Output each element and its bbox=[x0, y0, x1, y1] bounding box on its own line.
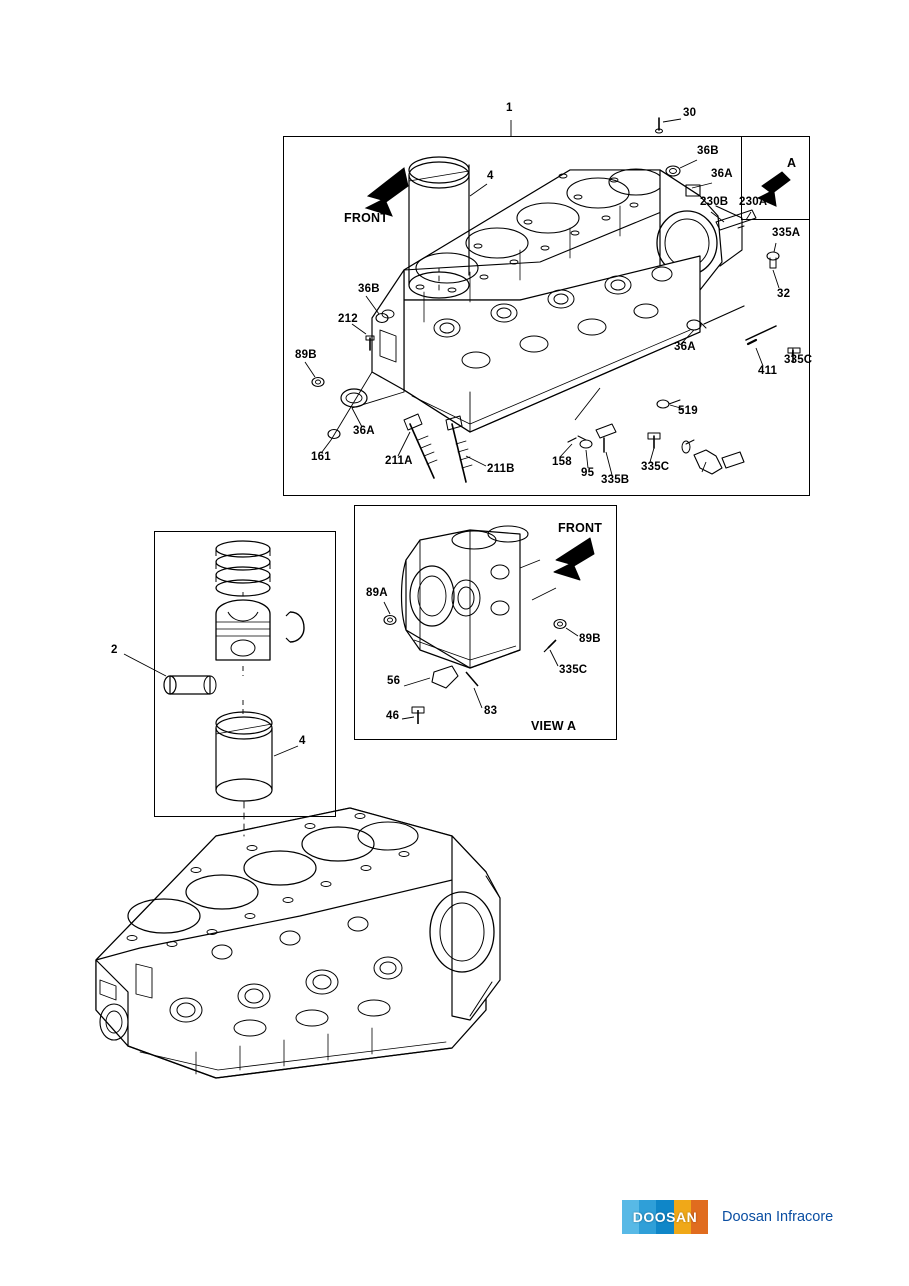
callout-335c-bottom: 335C bbox=[641, 461, 670, 473]
callout-158: 158 bbox=[552, 456, 572, 468]
doosan-logo-mark bbox=[622, 1200, 708, 1234]
callout-211b: 211B bbox=[487, 463, 515, 475]
callout-335c-right: 335C bbox=[784, 354, 813, 366]
view-a-title: VIEW A bbox=[531, 719, 577, 733]
callout-89a: 89A bbox=[366, 587, 388, 599]
callout-4-top: 4 bbox=[487, 170, 494, 182]
callout-4-bottom: 4 bbox=[299, 735, 306, 747]
callout-519: 519 bbox=[678, 405, 698, 417]
front-label-main: FRONT bbox=[344, 211, 389, 225]
callout-36b-top: 36B bbox=[697, 145, 719, 157]
callout-36a-mid: 36A bbox=[674, 341, 696, 353]
callout-32: 32 bbox=[777, 288, 791, 300]
callout-335a: 335A bbox=[772, 227, 801, 239]
callout-section-a: A bbox=[787, 156, 797, 170]
callout-83: 83 bbox=[484, 705, 498, 717]
doosan-brand-text: Doosan Infracore bbox=[722, 1209, 834, 1225]
callout-335c-view-a: 335C bbox=[559, 664, 588, 676]
callout-212: 212 bbox=[338, 313, 358, 325]
callout-30: 30 bbox=[683, 107, 697, 119]
callout-89b-left: 89B bbox=[295, 349, 317, 361]
callout-95: 95 bbox=[581, 467, 595, 479]
main-panel-frame bbox=[283, 136, 813, 496]
doosan-logo bbox=[622, 1196, 852, 1238]
callout-36a-left: 36A bbox=[353, 425, 375, 437]
callout-161: 161 bbox=[311, 451, 331, 463]
callout-335b: 335B bbox=[601, 474, 630, 486]
doosan-logo-text: DOOSAN bbox=[632, 1209, 698, 1225]
callout-36a-top: 36A bbox=[711, 168, 733, 180]
front-label-view-a: FRONT bbox=[558, 521, 603, 535]
callout-411: 411 bbox=[758, 365, 778, 377]
assembled-cylinder-block-drawing bbox=[96, 802, 500, 1078]
callout-89b-view-a: 89B bbox=[579, 633, 601, 645]
callout-2: 2 bbox=[111, 644, 118, 656]
callout-46: 46 bbox=[386, 710, 400, 722]
piston-panel-frame bbox=[154, 531, 336, 817]
callout-230a: 230A bbox=[739, 196, 768, 208]
callout-36b-left: 36B bbox=[358, 283, 380, 295]
callout-230b: 230B bbox=[700, 196, 729, 208]
callout-56: 56 bbox=[387, 675, 401, 687]
callout-211a: 211A bbox=[385, 455, 413, 467]
callout-1: 1 bbox=[506, 102, 513, 114]
